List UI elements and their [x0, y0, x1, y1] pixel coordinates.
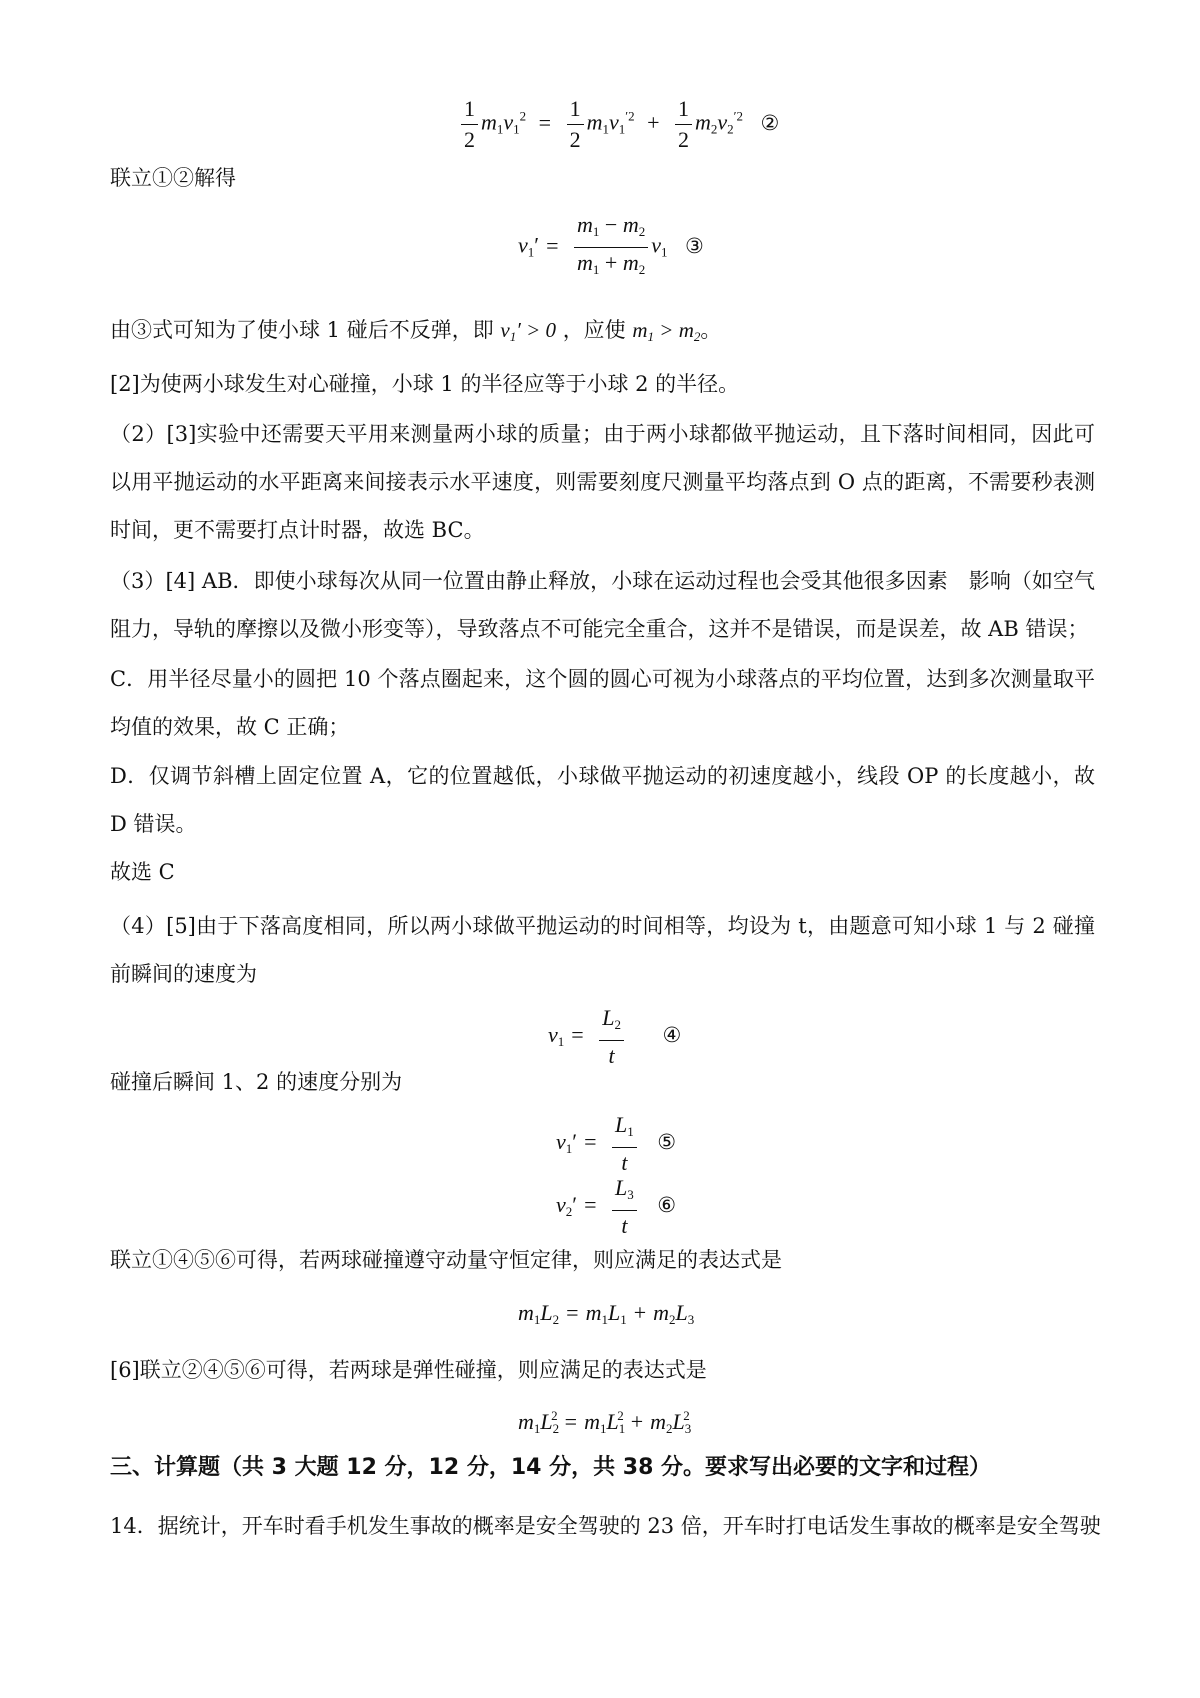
paragraph-choose-c: 故选 C: [110, 860, 175, 884]
equation-3: $v_1'$ = $\frac{m_1 - m_2}{m_1 + m_2}$ $v_1$ ③: [518, 212, 704, 277]
condition-text-a: 由③式可知为了使小球 1 碰后不反弹，即: [110, 318, 494, 342]
paragraph-after-collision: 碰撞后瞬间 1、2 的速度分别为: [110, 1070, 403, 1094]
condition-math-2: $m_1 > m_2$: [632, 318, 701, 344]
paragraph-part-4: （4）[5]由于下落高度相同，所以两小球做平抛运动的时间相等，均设为 t，由题意可知小球 1 与 2 碰撞前瞬间的速度为: [110, 914, 1095, 986]
paragraph-option-c: C．用半径尽量小的圆把 10 个落点圈起来，这个圆的圆心可视为小球落点的平均位置，达到多次测量取平均值的效果，故 C 正确；: [110, 667, 1095, 739]
condition-text-b: ，应使: [562, 318, 626, 342]
equation-momentum: $m_1L_2 = m_1L_1 + m_2L_3$: [518, 1300, 695, 1327]
paragraph-option-d: D．仅调节斜槽上固定位置 A，它的位置越低，小球做平抛运动的初速度越小，线段 OP 的长度越小，故 D 错误。: [110, 764, 1095, 836]
equation-2-label: ②: [760, 110, 780, 135]
equation-6-label: ⑥: [657, 1193, 677, 1218]
paragraph-part-3-ab: （3）[4] AB．即使小球每次从同一位置由静止释放，小球在运动过程也会受其他很多因素 影响（如空气阻力，导轨的摩擦以及微小形变等），导致落点不可能完全重合，这并不是错误，而是误差，故 AB 错误；: [110, 569, 1095, 641]
paragraph-part-2: （2）[3]实验中还需要天平用来测量两小球的质量；由于两小球都做平抛运动，且下落时间相同，因此可以用平抛运动的水平距离来间接表示水平速度，则需要刻度尺测量平均落点到 O 点的距离，不需要秒表测时间，更不需要打点计时器，故选 BC。: [110, 422, 1095, 542]
equation-5: $v_1'$ = $\frac{L_1}{t}$ ⑤: [556, 1112, 677, 1175]
paragraph-condition: [110, 306, 1095, 361]
paragraph-radius: [2]为使两小球发生对心碰撞，小球 1 的半径应等于小球 2 的半径。: [110, 372, 740, 396]
paragraph-solve-1-2: 联立①②解得: [110, 166, 236, 190]
paragraph-elastic: [6]联立②④⑤⑥可得，若两球是弹性碰撞，则应满足的表达式是: [110, 1358, 707, 1382]
section-heading: 三、计算题（共 3 大题 12 分，12 分，14 分，共 38 分。要求写出必要的文字和过程）: [110, 1455, 992, 1480]
equation-5-label: ⑤: [657, 1130, 677, 1155]
equation-4-label: ④: [662, 1023, 682, 1048]
equation-3-label: ③: [684, 233, 704, 258]
equation-elastic: $m_1L_2^2 = m_1L_1^2 + m_2L_3^2$: [518, 1408, 692, 1436]
condition-text-c: 。: [700, 318, 722, 342]
paragraph-momentum: 联立①④⑤⑥可得，若两球碰撞遵守动量守恒定律，则应满足的表达式是: [110, 1248, 782, 1272]
equation-2: $\frac{1}{2}$ $m_1v_1^2$ = $\frac{1}{2}$ $m_1v_1^{'2}$ + $\frac{1}{2}$ $m_2v_2^{'2}$ ②: [458, 96, 779, 153]
equation-6: $v_2'$ = $\frac{L_3}{t}$ ⑥: [556, 1175, 677, 1238]
question-14: 14．据统计，开车时看手机发生事故的概率是安全驾驶的 23 倍，开车时打电话发生事故的概率是安全驾驶: [110, 1514, 1101, 1538]
condition-math-1: $v_1' > 0$: [500, 318, 556, 344]
equation-4: $v_1$ = $\frac{L_2}{t}$ ④: [548, 1005, 682, 1068]
